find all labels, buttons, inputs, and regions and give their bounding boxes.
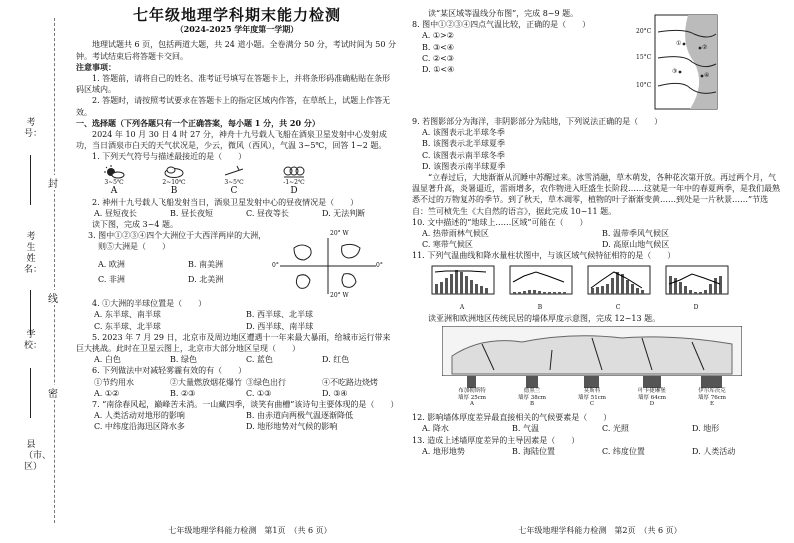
wall-letter-3: C <box>589 401 595 408</box>
wind-flag-icon <box>214 165 254 179</box>
wall-letter-1: A <box>470 401 474 408</box>
q3-option-c[interactable]: C. 非洲 <box>98 274 125 284</box>
secret-mark: 密 <box>48 385 58 400</box>
continent-shape-3 <box>296 275 310 289</box>
q13-text: 13. 造成上述墙厚度差异的主导因素是（ ） <box>412 435 580 445</box>
continent-shape-2 <box>342 245 360 259</box>
notice-title: 注意事项： <box>76 61 116 72</box>
q4-options <box>76 309 398 331</box>
q10-option-d[interactable]: D. 高原山地气候区 <box>602 240 670 250</box>
q3-text-1: 3. 图中①②③④四个大洲位于大西洋两岸的大洲， <box>88 231 267 241</box>
q7-option-d[interactable]: D. 地形地势对气候的影响 <box>246 422 338 432</box>
map-label-bottom: 20° W <box>330 292 349 300</box>
q8-q9-text <box>412 8 648 75</box>
map-label-top: 20° W <box>330 230 349 238</box>
weather-symbols <box>94 165 398 195</box>
q3-text-block <box>88 230 278 285</box>
stem-1-2: 2024 年 10 月 30 日 4 时 27 分，神舟十九号载人飞船在酒泉卫星发射中心发射成功，当日酒泉市白天的天气状况是，少云，微风（西风），气温 3~5℃，回答 1~2 题。 <box>76 130 387 151</box>
wall-place-3: 莫斯科 <box>583 388 601 395</box>
binding-margin <box>0 0 70 543</box>
q9-option-b[interactable]: B. 该图表示北半球夏季 <box>422 139 505 149</box>
climate-label-b: B <box>537 303 543 311</box>
q6-text: 6. 下列做法中对减轻雾霾有效的有（ ） <box>92 366 247 376</box>
wall-item-5 <box>698 376 726 408</box>
q4-option-b[interactable]: B. 西半球、北半球 <box>246 310 313 320</box>
wall-item-2 <box>518 376 546 408</box>
q13-options <box>412 446 782 457</box>
weather-option-a <box>94 165 134 195</box>
notice-2: 2. 答题时，请按照考试要求在答题卡上的指定区域内作答，在草纸上，试题上作答无效。 <box>76 96 391 117</box>
school-label: 学校： <box>24 330 43 351</box>
climate-chart-d-svg <box>660 264 732 298</box>
sun-cloud-icon <box>94 165 134 179</box>
q6-item-1: ①节约用水 <box>94 377 134 387</box>
climate-chart-d <box>660 264 732 313</box>
isotherm-svg <box>654 14 718 110</box>
q10-options <box>412 228 782 250</box>
iso-label-15: 15°C <box>636 54 652 61</box>
wall-place-5: 伊尔库茨克 <box>698 388 726 395</box>
q13-option-a[interactable]: A. 地形地势 <box>422 446 465 456</box>
q7-text: 7. “南徐春风起，巅峰苦未消。一山藏四季，谈笑有曲槽”该诗句主要体现的是（ ） <box>92 400 399 410</box>
q6-item-4: ④不吃路边烧烤 <box>322 377 378 387</box>
q13-option-b[interactable]: B. 海陆位置 <box>512 446 555 456</box>
q8-option-b[interactable]: B. ③<④ <box>422 42 455 52</box>
q9-options <box>412 127 782 172</box>
q4-option-c[interactable]: C. 东半球、北半球 <box>94 321 161 331</box>
q10-option-c[interactable]: C. 寒带气候区 <box>422 240 473 250</box>
footer-left: 七年级地理学科能力检测 第1页 （共 6 页） <box>168 526 332 535</box>
iso-point-3: ③ <box>672 68 678 75</box>
q3-options <box>88 259 278 285</box>
continent-shape-1 <box>294 245 311 260</box>
iso-label-20: 20°C <box>636 28 652 35</box>
wall-block-3 <box>584 376 599 388</box>
q2-text: 2. 神州十九号载人飞船发射当日，酒泉卫星发射中心的昼夜情况是（ ） <box>92 197 359 207</box>
dust-icon <box>274 165 314 179</box>
continent-map-svg <box>272 230 384 298</box>
climate-chart-b-svg <box>504 264 576 298</box>
wall-thick-3: 墙厚 51cm <box>577 394 607 401</box>
climate-chart-b <box>504 264 576 313</box>
q8-text: 8. 图中①②③④四点气温比较，正确的是（ ） <box>412 20 591 30</box>
intro-text: 地理试题共 6 页，包括两道大题，共 24 道小题。全卷满分 50 分，考试时间为 50 分钟。考试结束后将答题卡交回。 <box>76 40 396 61</box>
q8-options <box>412 30 648 75</box>
weather-temp-b: 2~10℃ <box>162 178 186 186</box>
wall-block-5 <box>701 376 722 388</box>
map-label-lat-right: 0° <box>376 262 383 270</box>
wall-block-1 <box>467 376 476 388</box>
wall-letter-5: E <box>709 401 714 408</box>
name-label: 考生姓名： <box>24 232 43 275</box>
q8-q9-block <box>412 8 782 116</box>
q10-option-a[interactable]: A. 热带雨林气候区 <box>422 229 489 239</box>
weather-temp-c: 3~5℃ <box>224 178 244 186</box>
q2-options <box>76 208 398 219</box>
climate-label-d: D <box>693 303 699 311</box>
q4-option-a[interactable]: A. 东半球、南半球 <box>94 310 161 320</box>
q2-option-c[interactable]: C. 昼夜等长 <box>246 208 289 218</box>
name-line <box>30 290 31 335</box>
q6-option-c[interactable]: C. ①③ <box>246 388 272 398</box>
iso-point-1: ① <box>676 40 682 47</box>
wall-block-2 <box>526 376 538 388</box>
wall-thickness-map <box>442 326 742 408</box>
q3-option-d[interactable]: D. 北美洲 <box>188 274 224 284</box>
seal-mark: 封 <box>48 175 58 190</box>
stem-8-9: 读“某区域等温线分布图”，完成 8~9 题。 <box>428 9 579 18</box>
q5-option-a[interactable]: A. 白色 <box>94 355 121 365</box>
climate-chart-c-svg <box>582 264 654 298</box>
wall-place-2: 德黑兰 <box>523 388 541 395</box>
cloud-icon <box>154 165 194 179</box>
wall-thick-4: 墙厚 64cm <box>637 394 667 401</box>
exam-no-label: 考号： <box>24 118 43 139</box>
q5-option-b[interactable]: B. 绿色 <box>170 355 197 365</box>
page-left <box>76 8 398 433</box>
q2-option-b[interactable]: B. 昼长夜短 <box>170 208 213 218</box>
notice-1: 1. 答题前，请将自己的姓名、准考证号填写在答题卡上，并将条形码准确粘贴在条形码区域内。 <box>76 74 391 95</box>
isotherm-diagram <box>636 14 718 110</box>
climate-label-a: A <box>459 303 465 311</box>
q5-option-c[interactable]: C. 蓝色 <box>246 355 273 365</box>
q9-text: 9. 若图影部分为海洋，非阴影部分为陆地，下列说法正确的是（ ） <box>412 117 663 126</box>
iso-label-10: 10°C <box>636 82 652 89</box>
climate-chart-a-svg <box>426 264 498 298</box>
county-label: 县（市、区） <box>24 440 52 472</box>
q6-item-3: ③绿色出行 <box>246 377 286 387</box>
q4-text: 4. ①大洲的半球位置是（ ） <box>92 299 207 309</box>
section-1-title: 一、选择题（下列各题只有一个正确答案，每小题 1 分，共 20 分） <box>76 117 320 128</box>
q13-option-c[interactable]: C. 纬度位置 <box>602 446 645 456</box>
fold-line <box>54 18 55 523</box>
q1-text: 1. 下列天气符号与描述最接近的是（ ） <box>92 152 247 162</box>
footer-right: 七年级地理学科能力检测 第2页 （共 6 页） <box>518 526 682 535</box>
wall-letter-4: D <box>649 401 655 408</box>
q3-option-a[interactable]: A. 欧洲 <box>98 259 125 269</box>
q12-text: 12. 影响墙体厚度差异最直接相关的气候要素是（ ） <box>412 413 612 423</box>
climate-chart-c <box>582 264 654 313</box>
climate-charts <box>426 264 782 313</box>
q3-text-2: 则⑤大洲是（ ） <box>98 242 170 252</box>
wall-letter-2: B <box>529 401 535 408</box>
q8-option-d[interactable]: D. ①<④ <box>422 65 455 75</box>
school-line <box>30 368 31 418</box>
q6-options <box>76 388 398 399</box>
passage-text: “立春过后，大地渐渐从沉睡中苏醒过来。冰雪消融，草木萌发，各种花次第开放。再过两个月，气温显著升高，炎暑逼近，雷雨增多，农作物进入旺盛生长阶段……这就是一年中的春夏两季，是我们最熟悉不过的万物复苏的季节。到了秋天，草木凋零，植物的叶子渐渐变黄……到处是一片秋景……”节选自：竺可桢先生《大自然的语言》，据此完成 10~11 题。 <box>412 173 780 216</box>
page-right <box>412 8 782 457</box>
q10-text: 10. 文中描述的“地球上……区域”可能在（ ） <box>412 217 588 227</box>
continent-map <box>272 230 384 298</box>
q3-option-b[interactable]: B. 南美洲 <box>188 259 223 269</box>
wall-item-1 <box>458 376 486 408</box>
wall-thick-1: 墙厚 25cm <box>457 394 487 401</box>
continent-shape-4 <box>342 274 356 288</box>
q7-option-b[interactable]: B. 由赤道向两极气温逐渐降低 <box>246 411 353 421</box>
q12-options <box>412 423 782 434</box>
q4-option-d[interactable]: D. 西半球、南半球 <box>246 321 314 331</box>
q8-option-c[interactable]: C. ②<③ <box>422 53 454 63</box>
q12-option-b[interactable]: B. 气温 <box>512 424 539 434</box>
q10-option-b[interactable]: B. 温带季风气候区 <box>602 229 669 239</box>
q6-items <box>76 377 398 388</box>
q7-option-a[interactable]: A. 人类活动对地形的影响 <box>94 411 185 421</box>
exam-subtitle: （2024-2025 学年度第一学期） <box>175 24 299 35</box>
iso-point-2: ② <box>702 44 708 51</box>
wall-place-4: 叶卡捷琳堡 <box>638 388 666 395</box>
exam-no-line <box>30 155 31 205</box>
q6-option-b[interactable]: B. ②③ <box>170 388 196 398</box>
stem-3-4: 读下图，完成 3~4 题。 <box>92 220 178 230</box>
q9-option-d[interactable]: D. 该图表示南半球夏季 <box>422 161 506 171</box>
weather-label-a: A <box>110 185 118 196</box>
q2-option-d[interactable]: D. 无法判断 <box>322 208 366 218</box>
weather-label-b: B <box>170 185 178 196</box>
wall-thick-5: 墙厚 76cm <box>697 394 727 401</box>
weather-option-d <box>274 165 314 195</box>
q6-option-d[interactable]: D. ③④ <box>322 388 348 398</box>
line-mark: 线 <box>48 290 58 305</box>
q9-option-a[interactable]: A. 该图表示北半球冬季 <box>422 128 505 138</box>
weather-option-c <box>214 165 254 195</box>
q6-option-a[interactable]: A. ①② <box>94 388 120 398</box>
climate-label-c: C <box>615 303 621 311</box>
wall-item-3 <box>578 376 606 408</box>
weather-option-b <box>154 165 194 195</box>
q12-option-a[interactable]: A. 降水 <box>422 424 449 434</box>
wall-thick-2: 墙厚 38cm <box>517 394 547 401</box>
q5-options <box>76 354 398 365</box>
weather-temp-a: 3~5℃ <box>104 178 124 186</box>
exam-title: 七年级地理学科期末能力检测 <box>132 6 341 24</box>
weather-temp-d: -1~2℃ <box>283 178 305 186</box>
q7-option-c[interactable]: C. 中纬度沿海迅区降水多 <box>94 422 185 432</box>
iso-point-4: ④ <box>704 72 710 79</box>
q12-option-d[interactable]: D. 地形 <box>692 424 720 434</box>
q5-text: 5. 2023 年 7 月 29 日，北京市及周边地区遭遇十一年来最大暴雨，给城市运行带来巨大挑战。此时在卫星云图上，北京市大部分地区呈现（ ） <box>76 332 391 354</box>
map-label-lat-left: 0° <box>272 262 279 270</box>
wall-blocks <box>442 376 742 408</box>
eurasia-map-svg <box>442 326 742 376</box>
q7-options <box>76 410 398 432</box>
q13-option-d[interactable]: D. 人类活动 <box>692 446 736 456</box>
weather-label-c: C <box>230 185 238 196</box>
q6-item-2: ②大量燃放烟花爆竹 <box>170 377 242 387</box>
q12-option-c[interactable]: C. 光照 <box>602 424 629 434</box>
wall-item-4 <box>638 376 666 408</box>
q5-option-d[interactable]: D. 红色 <box>322 355 350 365</box>
wall-block-4 <box>643 376 661 388</box>
wall-place-1: 布加勒斯特 <box>458 388 486 395</box>
q3-block <box>76 230 398 298</box>
weather-label-d: D <box>290 185 298 196</box>
q9-option-c[interactable]: C. 该图表示南半球冬季 <box>422 150 505 160</box>
q2-option-a[interactable]: A. 昼短夜长 <box>94 208 137 218</box>
q11-text: 11. 下列气温曲线和降水量柱状图中，与该区域气候特征相符的是（ ） <box>412 251 676 261</box>
q8-option-a[interactable]: A. ①>② <box>422 31 454 41</box>
stem-12-13: 读亚洲和欧洲地区传统民居的墙体厚度示意图，完成 12~13 题。 <box>428 314 661 324</box>
climate-chart-a <box>426 264 498 313</box>
